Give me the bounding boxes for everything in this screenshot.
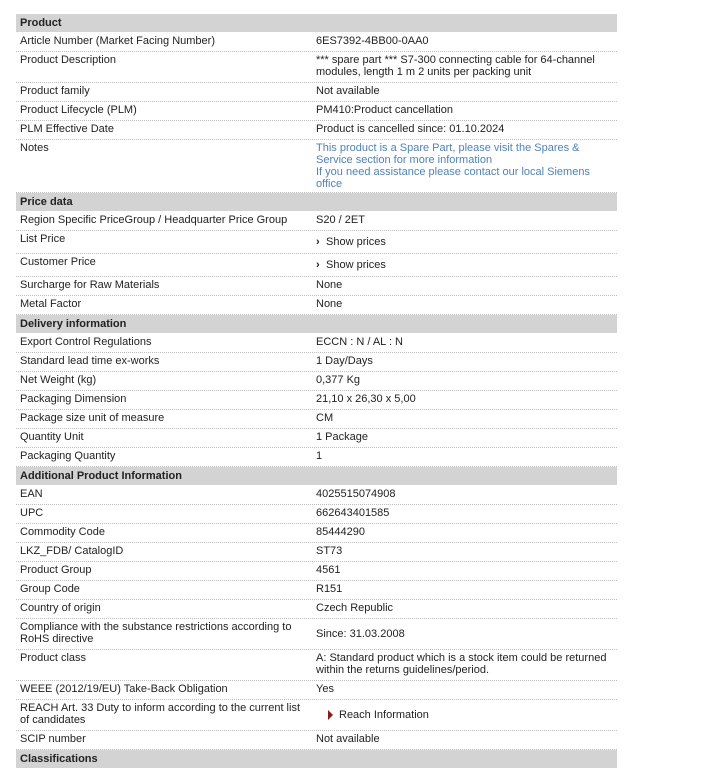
row-plm [16,102,617,121]
row-label: Packaging Quantity [20,450,116,462]
row-notes [16,140,617,193]
row-value: Product is cancelled since: 01.10.2024 [316,123,505,135]
row-value: A: Standard product which is a stock item could be returned within the returns guidelines/period. [316,652,607,676]
row-value: 1 Package [316,431,368,443]
row-value: 85444290 [316,526,365,538]
row-surcharge [16,277,617,296]
row-value: 21,10 x 26,30 x 5,00 [316,393,416,405]
row-value: R151 [316,583,343,595]
row-value: S20 / 2ET [316,214,365,226]
row-value: ECCN : N / AL : N [316,336,404,348]
row-value: 6ES7392-4BB00-0AA0 [316,35,429,47]
row-label: REACH Art. 33 Duty to inform according to the current list of candidates [20,702,301,726]
row-value: 0,377 Kg [316,374,361,386]
row-article-number [16,33,617,52]
row-label: Region Specific PriceGroup / Headquarter Price Group [20,214,288,226]
row-product-group [16,562,617,581]
row-rohs [16,619,617,650]
contact-siemens-link[interactable]: If you need assistance please contact our local Siemens office [316,166,590,190]
show-customer-prices-link[interactable] [316,254,617,276]
row-packaging-quantity [16,448,617,467]
row-product-family [16,83,617,102]
row-label: WEEE (2012/19/EU) Take-Back Obligation [20,683,228,695]
row-net-weight [16,372,617,391]
row-label: Commodity Code [20,526,105,538]
row-label: Compliance with the substance restrictions according to RoHS directive [20,621,292,645]
row-label: Notes [20,142,49,154]
show-prices-label: Show prices [326,259,386,271]
row-value: Czech Republic [316,602,394,614]
row-package-unit [16,410,617,429]
row-label: List Price [20,233,66,245]
row-value: 1 [316,450,323,462]
row-reach [16,700,617,731]
row-label: Product family [20,85,90,97]
row-packaging-dimension [16,391,617,410]
row-value: None [316,298,343,310]
reach-information-label: Reach Information [339,709,429,721]
section-header-price: Price data [16,193,617,212]
row-value: *** spare part *** S7-300 connecting cable for 64-channel modules, length 1 m 2 units per packing unit [316,54,595,78]
row-value: 4025515074908 [316,488,396,500]
row-plm-effective-date [16,121,617,140]
row-quantity-unit [16,429,617,448]
row-export-control [16,334,617,353]
row-value: None [316,279,343,291]
section-header-product: Product [16,14,617,33]
row-label: SCIP number [20,733,86,745]
row-label: PLM Effective Date [20,123,114,135]
row-label: Surcharge for Raw Materials [20,279,160,291]
row-label: EAN [20,488,43,500]
row-commodity-code [16,524,617,543]
row-price-group [16,212,617,231]
row-value [316,140,617,192]
row-value: ST73 [316,545,343,557]
row-label: Net Weight (kg) [20,374,97,386]
row-label: Metal Factor [20,298,82,310]
row-value: Yes [316,683,334,695]
row-value: Not available [316,733,380,745]
row-label: Article Number (Market Facing Number) [20,35,215,47]
row-value: PM410:Product cancellation [316,104,453,116]
row-list-price [16,231,617,254]
row-label: Customer Price [20,256,96,268]
row-label: Product Description [20,54,116,66]
section-header-classifications: Classifications [16,750,617,769]
row-label: Country of origin [20,602,101,614]
show-list-prices-link[interactable] [316,231,617,253]
row-value: Not available [316,85,380,97]
row-product-class [16,650,617,681]
row-value: 4561 [316,564,341,576]
row-value: 1 Day/Days [316,355,373,367]
row-value: Since: 31.03.2008 [316,628,405,640]
reach-information-link[interactable] [316,700,617,730]
row-catalog-id [16,543,617,562]
row-weee [16,681,617,700]
row-label: LKZ_FDB/ CatalogID [20,545,124,557]
row-product-description [16,52,617,83]
row-upc [16,505,617,524]
section-header-delivery: Delivery information [16,315,617,334]
row-label: Standard lead time ex-works [20,355,160,367]
chevron-right-icon: › [316,236,320,248]
row-label: Packaging Dimension [20,393,127,405]
row-label: Product Group [20,564,92,576]
section-header-additional: Additional Product Information [16,467,617,486]
row-label: Package size unit of measure [20,412,165,424]
show-prices-label: Show prices [326,236,386,248]
row-scip [16,731,617,750]
row-label: Export Control Regulations [20,336,152,348]
row-metal-factor [16,296,617,315]
row-group-code [16,581,617,600]
product-data-sheet [16,14,617,769]
row-label: Product class [20,652,87,664]
triangle-right-icon [328,710,333,720]
row-label: UPC [20,507,44,519]
row-label: Product Lifecycle (PLM) [20,104,137,116]
row-ean [16,486,617,505]
row-customer-price [16,254,617,277]
chevron-right-icon: › [316,259,320,271]
row-value: 662643401585 [316,507,390,519]
row-label: Group Code [20,583,80,595]
row-label: Quantity Unit [20,431,84,443]
row-value: CM [316,412,334,424]
row-lead-time [16,353,617,372]
row-country-of-origin [16,600,617,619]
spares-service-link[interactable]: This product is a Spare Part, please visit the Spares & Service section for more information [316,142,580,166]
